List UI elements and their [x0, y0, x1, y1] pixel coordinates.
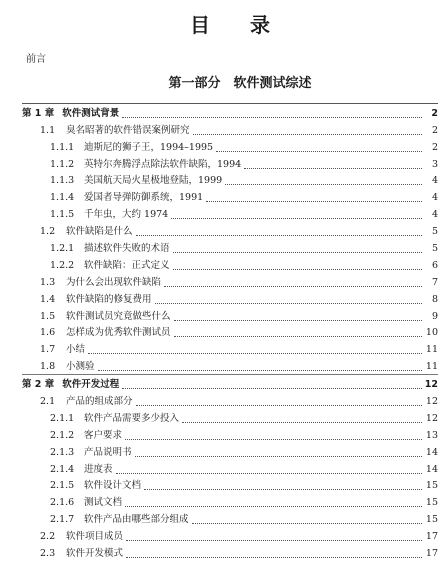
toc-entry-number: 2.3	[40, 548, 56, 560]
toc-entry[interactable]	[22, 460, 438, 477]
toc-entry-title: 软件开发过程	[62, 379, 120, 391]
toc-entry-title: 产品的组成部分	[66, 396, 133, 408]
toc-entry-title: 软件设计文档	[84, 480, 142, 492]
toc-entry-page: 15	[425, 514, 438, 526]
toc-entry-page: 5	[431, 243, 438, 255]
toc-entry-number: 1.7	[40, 344, 56, 356]
toc-entry-number: 1.3	[40, 276, 56, 288]
part-title: 第一部分 软件测试综述	[168, 76, 312, 91]
toc-dot-leader	[216, 151, 422, 152]
toc-chapter-entry[interactable]	[22, 375, 438, 392]
toc-entry-page: 14	[425, 446, 438, 458]
toc-entry-title: 怎样成为优秀软件测试员	[66, 327, 171, 339]
table-of-contents	[22, 103, 438, 561]
toc-entry-title: 软件开发模式	[66, 548, 124, 560]
toc-entry-title: 软件缺陷是什么	[66, 226, 133, 238]
toc-entry-number: 1.8	[40, 361, 56, 373]
toc-entry-title: 软件产品由哪些部分组成	[84, 514, 189, 526]
toc-entry-number: 2.2	[40, 531, 56, 543]
toc-entry-page: 7	[431, 276, 438, 288]
toc-entry[interactable]	[22, 121, 438, 138]
toc-entry-number: 1.1.2	[50, 158, 75, 170]
toc-entry[interactable]	[22, 443, 438, 460]
toc-entry[interactable]	[22, 188, 438, 205]
toc-entry-number: 第 2 章	[22, 379, 55, 391]
toc-entry[interactable]	[22, 205, 438, 222]
toc-entry-title: 描述软件失败的术语	[84, 243, 170, 255]
toc-dot-leader	[171, 218, 422, 219]
toc-entry-title: 小结	[66, 344, 86, 356]
toc-dot-leader	[155, 303, 422, 304]
toc-dot-leader	[98, 370, 422, 371]
toc-dot-leader	[126, 540, 422, 541]
toc-entry-title: 软件缺陷的修复费用	[66, 293, 152, 305]
toc-dot-leader	[144, 489, 422, 490]
toc-entry[interactable]	[22, 357, 438, 374]
toc-entry-title: 软件缺陷：正式定义	[84, 259, 170, 271]
toc-dot-leader	[182, 422, 422, 423]
toc-entry-number: 2.1.7	[50, 514, 75, 526]
toc-dot-leader	[174, 320, 422, 321]
toc-entry-page: 4	[431, 192, 438, 204]
toc-entry-number: 第 1 章	[22, 107, 55, 119]
toc-entry[interactable]	[22, 340, 438, 357]
toc-entry-page: 17	[425, 531, 438, 543]
toc-entry[interactable]	[22, 290, 438, 307]
toc-entry-title: 产品说明书	[84, 446, 132, 458]
toc-dot-leader	[174, 336, 422, 337]
toc-entry[interactable]	[22, 222, 438, 239]
toc-entry-page: 14	[425, 463, 438, 475]
toc-entry-number: 1.2	[40, 226, 56, 238]
toc-entry[interactable]	[22, 324, 438, 341]
toc-entry-page: 8	[431, 293, 438, 305]
toc-entry[interactable]	[22, 239, 438, 256]
toc-entry-number: 2.1.3	[50, 446, 75, 458]
toc-entry-number: 1.1.5	[50, 209, 75, 221]
toc-entry-page: 12	[425, 396, 438, 408]
toc-entry-title: 软件项目成员	[66, 531, 124, 543]
toc-dot-leader	[173, 252, 422, 253]
toc-entry-page: 17	[425, 548, 438, 560]
toc-entry-title: 进度表	[84, 463, 113, 475]
toc-entry-number: 1.6	[40, 327, 56, 339]
toc-entry[interactable]	[22, 426, 438, 443]
toc-entry[interactable]	[22, 307, 438, 324]
toc-entry-number: 1.2.1	[50, 243, 75, 255]
toc-entry-number: 1.1.4	[50, 192, 75, 204]
toc-entry-title: 美国航天局火星极地登陆，1999	[84, 175, 223, 187]
toc-entry-title: 英特尔奔腾浮点除法软件缺陷，1994	[84, 158, 242, 170]
toc-entry[interactable]	[22, 477, 438, 494]
toc-entry-number: 1.1.3	[50, 175, 75, 187]
toc-dot-leader	[206, 201, 422, 202]
toc-dot-leader	[135, 456, 422, 457]
toc-entry-title: 小测验	[66, 361, 95, 373]
toc-entry-page: 6	[431, 259, 438, 271]
toc-dot-leader	[122, 388, 422, 389]
toc-entry[interactable]	[22, 527, 438, 544]
toc-entry[interactable]	[22, 155, 438, 172]
toc-entry-page: 9	[431, 310, 438, 322]
toc-entry-page: 4	[431, 209, 438, 221]
toc-entry-number: 2.1.1	[50, 412, 75, 424]
toc-dot-leader	[136, 405, 422, 406]
toc-entry-page: 11	[425, 344, 438, 356]
toc-entry-page: 10	[425, 327, 438, 339]
toc-entry-page: 4	[431, 175, 438, 187]
toc-entry-number: 1.5	[40, 310, 56, 322]
toc-entry-page: 2	[431, 107, 438, 119]
toc-entry-page: 2	[431, 141, 438, 153]
toc-entry-page: 12	[424, 379, 438, 391]
toc-chapter-entry[interactable]	[22, 104, 438, 121]
toc-entry[interactable]	[22, 510, 438, 527]
toc-entry-title: 迪斯尼的狮子王，1994–1995	[84, 141, 214, 153]
toc-entry-title: 臭名昭著的软件错误案例研究	[66, 124, 190, 136]
toc-dot-leader	[122, 117, 422, 118]
toc-dot-leader	[88, 353, 422, 354]
toc-entry[interactable]	[22, 138, 438, 155]
toc-dot-leader	[193, 134, 422, 135]
toc-dot-leader	[126, 557, 422, 558]
toc-dot-leader	[192, 523, 422, 524]
toc-entry-title: 软件测试员究竟做些什么	[66, 310, 171, 322]
toc-entry[interactable]	[22, 256, 438, 273]
toc-entry-title: 客户要求	[84, 429, 123, 441]
toc-entry-number: 2.1.2	[50, 429, 75, 441]
toc-entry[interactable]	[22, 409, 438, 426]
toc-entry-number: 2.1.5	[50, 480, 75, 492]
toc-entry-number: 2.1.4	[50, 463, 75, 475]
toc-dot-leader	[125, 439, 422, 440]
toc-entry[interactable]	[22, 493, 438, 510]
toc-entry-page: 15	[425, 497, 438, 509]
toc-dot-leader	[136, 235, 422, 236]
toc-entry-title: 爱国者导弹防御系统，1991	[84, 192, 204, 204]
toc-entry[interactable]	[22, 172, 438, 189]
toc-entry[interactable]	[22, 392, 438, 409]
toc-entry[interactable]	[22, 544, 438, 561]
toc-dot-leader	[244, 168, 422, 169]
toc-entry-page: 5	[431, 226, 438, 238]
toc-dot-leader	[116, 473, 422, 474]
toc-entry-page: 3	[431, 158, 438, 170]
toc-entry-page: 12	[425, 412, 438, 424]
toc-entry-number: 1.4	[40, 293, 56, 305]
toc-entry-page: 11	[425, 361, 438, 373]
toc-entry-number: 2.1	[40, 396, 56, 408]
toc-entry-page: 15	[425, 480, 438, 492]
toc-entry-title: 千年虫，大约 1974	[84, 209, 169, 221]
toc-entry-number: 2.1.6	[50, 497, 75, 509]
page-title: 目 录	[190, 13, 280, 37]
toc-entry-number: 1.1.1	[50, 141, 75, 153]
toc-entry-page: 2	[431, 124, 438, 136]
toc-dot-leader	[173, 269, 422, 270]
toc-entry-title: 软件产品需要多少投入	[84, 412, 180, 424]
toc-entry-number: 1.2.2	[50, 259, 75, 271]
preface-entry[interactable]: 前言	[26, 54, 46, 65]
toc-dot-leader	[164, 286, 422, 287]
toc-entry-page: 13	[425, 429, 438, 441]
toc-entry-title: 为什么会出现软件缺陷	[66, 276, 162, 288]
toc-entry-number: 1.1	[40, 124, 56, 136]
toc-entry[interactable]	[22, 273, 438, 290]
toc-dot-leader	[225, 184, 422, 185]
toc-entry-title: 测试文档	[84, 497, 123, 509]
toc-entry-title: 软件测试背景	[62, 107, 120, 119]
